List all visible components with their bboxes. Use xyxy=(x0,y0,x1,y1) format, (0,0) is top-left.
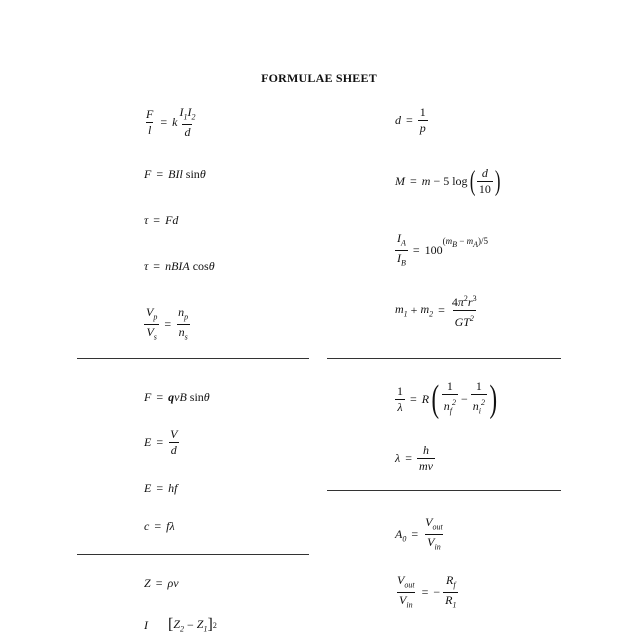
formula-inverting-amplifier: $V_{out}$ $V_{in}$ = − $\frac{R_f}{R_1}$ xyxy=(397,573,457,610)
formula-force-on-charge: F = qvB sin θ xyxy=(144,390,210,404)
formula-open-loop-gain: $A_0$ = $V_{out}$ $V_{in}$ xyxy=(395,515,443,552)
divider xyxy=(77,358,309,359)
formula-rydberg: $\frac{1}{\lambda}$ = R ( 1 $n_f^2$ − 1 $n_i^2$ ) xyxy=(397,378,498,420)
formula-transformer: $\frac{V_p}{V_s}$ = $\frac{n_p}{n_s}$ xyxy=(146,305,189,342)
formula-acoustic-impedance: Z = ρv xyxy=(144,576,179,590)
formula-force-per-length: $\frac{F}{l}$ = k $I_1I_2$ d xyxy=(146,105,196,140)
page-title: FORMULAE SHEET xyxy=(261,71,377,85)
formula-parallax-distance: d = $\frac{1}{p}$ xyxy=(395,105,426,135)
formula-wave-speed: c = fλ xyxy=(144,519,175,533)
formula-force-on-conductor: F = BIl sin θ xyxy=(144,167,206,181)
formula-reflection-intensity: I [ $Z_2$ − $Z_1$ ] 2 xyxy=(144,616,217,634)
formula-absolute-magnitude: M = m − 5 log ( d 10 ) xyxy=(395,165,501,197)
divider xyxy=(327,490,561,491)
divider xyxy=(327,358,561,359)
formula-photon-energy: E = hf xyxy=(144,481,178,495)
formula-brightness-ratio: $\frac{I_A}{I_B}$ = 100 $(m_B - m_A)/5$ xyxy=(397,231,489,268)
formula-binary-star-mass: $m_1$ + $m_2$ = $\frac{4\pi^2r^3}{GT^2}$ xyxy=(395,294,477,329)
formula-de-broglie: λ = $\frac{h}{mv}$ xyxy=(395,443,433,473)
divider xyxy=(77,554,309,555)
formula-electric-field: E = $\frac{V}{d}$ xyxy=(144,427,178,457)
formula-torque: τ = Fd xyxy=(144,213,179,227)
formula-torque-coil: τ = nBIA cos θ xyxy=(144,259,215,273)
